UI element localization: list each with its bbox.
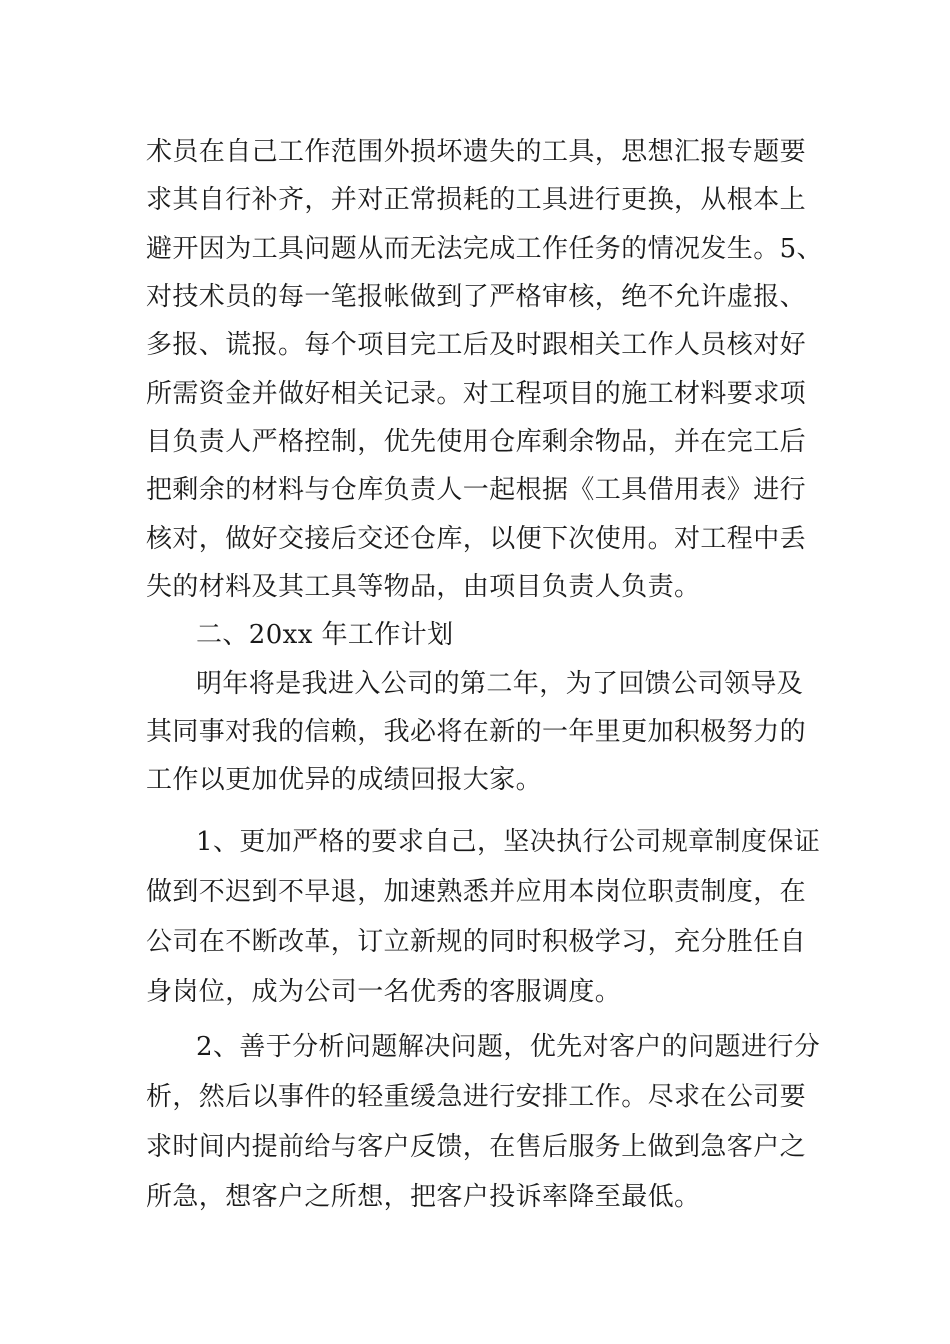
text-line: 对技术员的每一笔报帐做到了严格审核，绝不允许虚报、 [146, 282, 807, 312]
text-line: 析，然后以事件的轻重缓急进行安排工作。尽求在公司要 [146, 1082, 807, 1112]
text-line: 2、善于分析问题解决问题，优先对客户的问题进行分 [196, 1032, 821, 1062]
text-line: 多报、谎报。每个项目完工后及时跟相关工作人员核对好 [146, 330, 807, 360]
text-line: 失的材料及其工具等物品，由项目负责人负责。 [146, 572, 701, 602]
text-line: 明年将是我进入公司的第二年，为了回馈公司领导及 [196, 669, 804, 699]
text-line: 核对，做好交接后交还仓库，以便下次使用。对工程中丢 [146, 524, 807, 554]
text-line: 所需资金并做好相关记录。对工程项目的施工材料要求项 [146, 379, 807, 409]
text-line: 工作以更加优异的成绩回报大家。 [146, 765, 543, 795]
text-line: 求时间内提前给与客户反馈，在售后服务上做到急客户之 [146, 1132, 807, 1162]
section-heading: 二、20xx 年工作计划 [196, 620, 454, 650]
text-line: 做到不迟到不早退，加速熟悉并应用本岗位职责制度，在 [146, 877, 807, 907]
text-line: 目负责人严格控制，优先使用仓库剩余物品，并在完工后 [146, 427, 807, 457]
text-line: 其同事对我的信赖，我必将在新的一年里更加积极努力的 [146, 717, 807, 747]
text-line: 1、更加严格的要求自己，坚决执行公司规章制度保证 [196, 827, 821, 857]
text-line: 公司在不断改革，订立新规的同时积极学习，充分胜任自 [146, 927, 807, 957]
text-line: 术员在自己工作范围外损坏遗失的工具，思想汇报专题要 [146, 137, 807, 167]
text-line: 身岗位，成为公司一名优秀的客服调度。 [146, 977, 622, 1007]
text-line: 避开因为工具问题从而无法完成工作任务的情况发生。5、 [146, 234, 823, 264]
text-line: 把剩余的材料与仓库负责人一起根据《工具借用表》进行 [146, 475, 807, 505]
text-line: 所急，想客户之所想，把客户投诉率降至最低。 [146, 1182, 701, 1212]
text-line: 求其自行补齐，并对正常损耗的工具进行更换，从根本上 [146, 185, 807, 215]
